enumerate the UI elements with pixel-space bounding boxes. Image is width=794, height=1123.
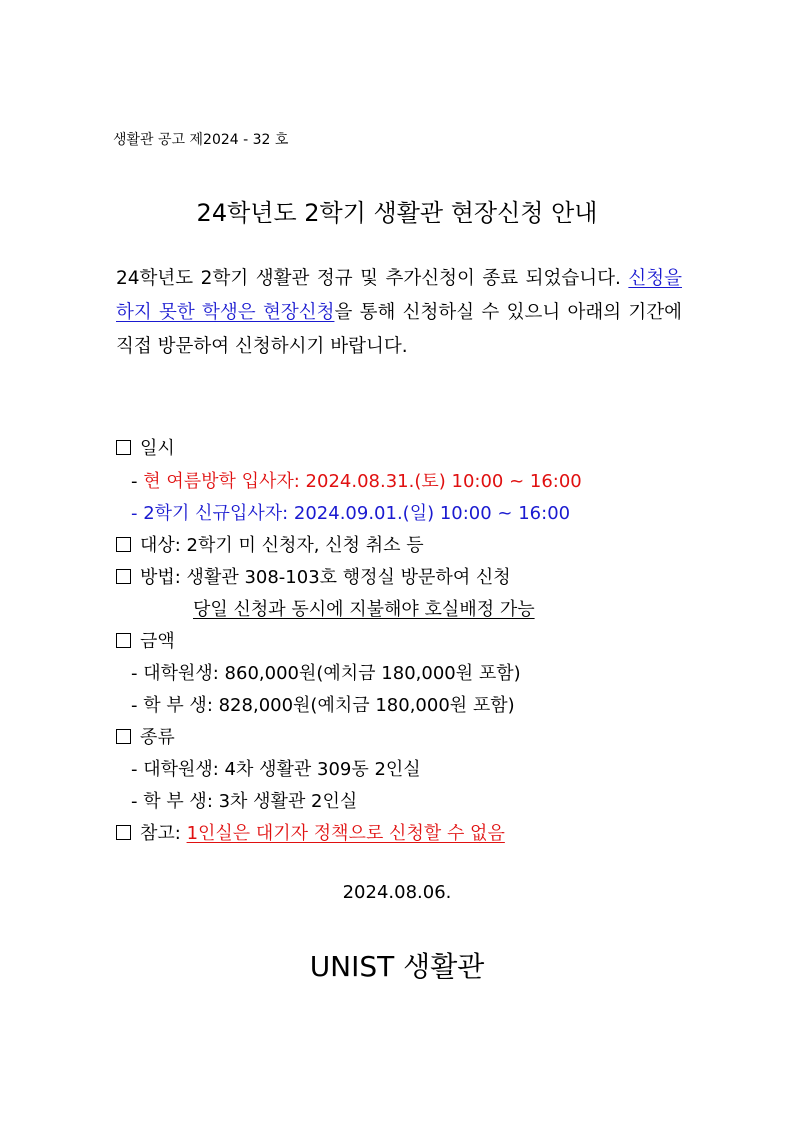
- fee-label: 금액: [140, 631, 175, 652]
- checkbox-square-icon: [116, 633, 131, 648]
- section-room-type: [116, 723, 175, 749]
- section-method: [116, 563, 511, 589]
- checkbox-square-icon: [116, 440, 131, 455]
- page-title: 24학년도 2학기 생활관 현장신청 안내: [196, 199, 598, 227]
- notice-number: 생활관 공고 제2024 - 32 호: [113, 132, 289, 148]
- dash: -: [131, 471, 144, 492]
- checkbox-square-icon: [116, 569, 131, 584]
- schedule-new-residents: - 2학기 신규입사자: 2024.09.01.(일) 10:00 ~ 16:00: [131, 503, 571, 524]
- intro-text-1: 24학년도 2학기 생활관 정규 및 추가신청이 종료 되었습니다.: [116, 268, 629, 289]
- reference-label: 참고:: [140, 823, 187, 844]
- fee-undergraduate: - 학 부 생: 828,000원(예치금 180,000원 포함): [131, 695, 515, 716]
- reference-text: 1인실은 대기자 정책으로 신청할 수 없음: [186, 823, 505, 844]
- intro-highlight: 신청을 하지 못한 학생은 현장신청: [116, 268, 682, 323]
- intro-text-2: 을 통해 신청하실 수 있으니 아래의 기간에 직접 방문하여 신청하시기 바랍니다.: [116, 302, 682, 357]
- method-note: 당일 신청과 동시에 지불해야 호실배정 가능: [193, 599, 535, 620]
- checkbox-square-icon: [116, 537, 131, 552]
- method-text: 방법: 생활관 308-103호 행정실 방문하여 신청: [140, 567, 511, 588]
- fee-graduate: - 대학원생: 860,000원(예치금 180,000원 포함): [131, 663, 521, 684]
- schedule-current-residents: [131, 467, 582, 493]
- checkbox-square-icon: [116, 825, 131, 840]
- current-residents-label: 현 여름방학 입사자: [143, 471, 294, 492]
- room-type-undergraduate: - 학 부 생: 3차 생활관 2인실: [131, 791, 358, 812]
- current-residents-time: : 2024.08.31.(토) 10:00 ~ 16:00: [293, 471, 582, 492]
- checkbox-square-icon: [116, 729, 131, 744]
- section-reference: [116, 819, 505, 845]
- intro-paragraph: [116, 262, 682, 364]
- section-schedule: [116, 434, 175, 460]
- section-fee: [116, 627, 175, 653]
- organization-name: UNIST 생활관: [309, 950, 485, 983]
- target-text: 대상: 2학기 미 신청자, 신청 취소 등: [140, 535, 424, 556]
- notice-date: 2024.08.06.: [342, 882, 452, 903]
- section-target: [116, 531, 424, 557]
- room-type-graduate: - 대학원생: 4차 생활관 309동 2인실: [131, 759, 421, 780]
- room-type-label: 종류: [140, 727, 175, 748]
- schedule-label: 일시: [140, 438, 175, 459]
